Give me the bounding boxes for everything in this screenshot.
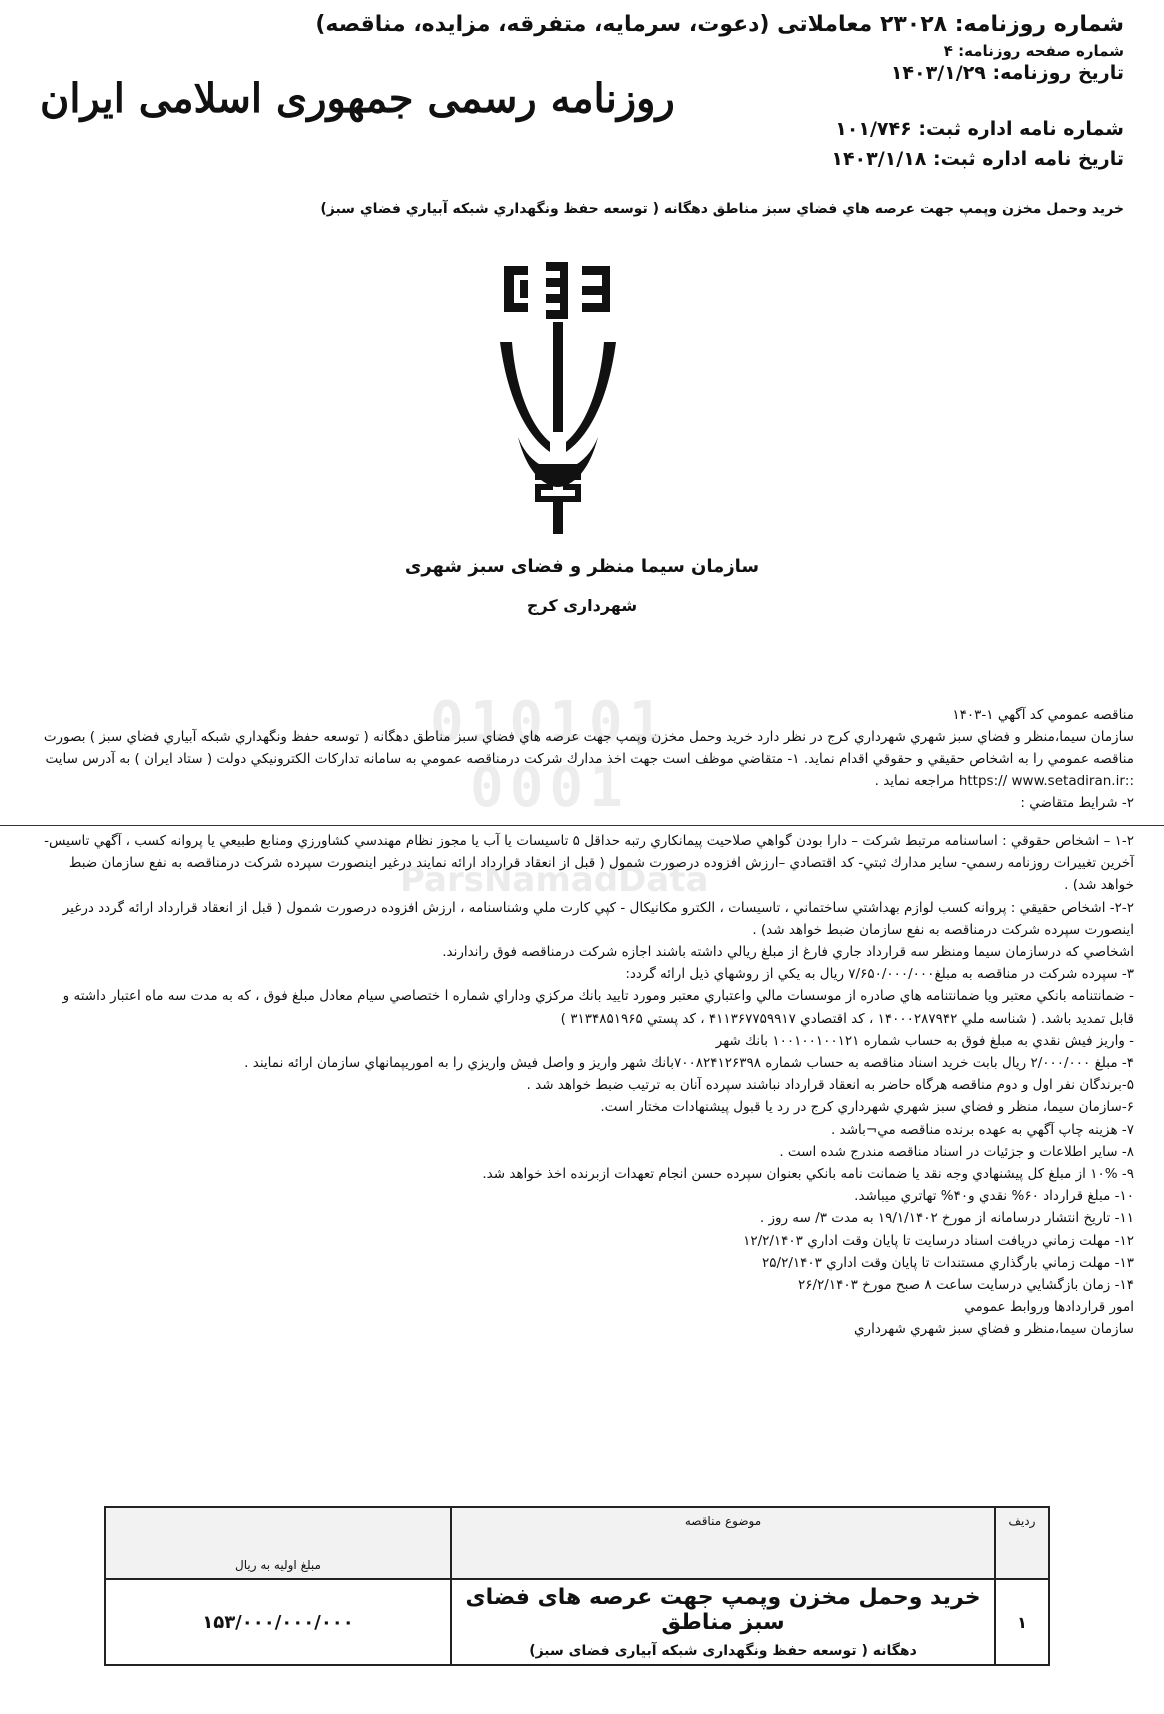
header-amount: مبلغ اوليه به ريال — [105, 1507, 451, 1579]
organization-name: سازمان سیما منظر و فضای سبز شهری — [404, 556, 760, 577]
intro-paragraph: سازمان سيما،منظر و فضاي سبز شهري شهرداري كرج در نظر دارد خريد وحمل مخزن وپمپ جهت عرصه هاي فضاي سبز مناطق دهگانه ( توسعه حفظ ونگهداري شبكه آبياري فضاي سبز ) بصورت مناقصه عمومي را به اشخاص حقيقي و حقوقي اقدام نمايد. ۱- متقاضي موظف است جهت اخذ مدارك شركت درمناقصه عمومي به سامانه تداركات الكترونيكي دولت ( ستاد ايران ) به آدرس سايت ::https:// www.setadiran.ir مراجعه نمايد . — [43, 729, 1134, 789]
condition-item: ۱۱- تاريخ انتشار درسامانه از مورخ ۱۹/۱/۱۴۰۲ به مدت ۳/ سه روز . — [759, 1210, 1134, 1227]
intro-section — [34, 704, 1134, 814]
cell-row-number: ۱ — [995, 1579, 1049, 1665]
condition-item: ۵-برندگان نفر اول و دوم مناقصه هرگاه حاضر به انعقاد قرارداد نباشند سپرده آنان به ترتيب ضبط خواهد شد . — [526, 1077, 1134, 1094]
registration-number-line: شماره نامه اداره ثبت: ۱۰۱/۷۴۶ — [835, 118, 1124, 140]
watermark-digits: 010101 0001 — [430, 690, 669, 820]
conditions-section — [34, 830, 1134, 1341]
condition-item: - واريز فيش نقدي به مبلغ فوق به حساب شماره ۱۰۰۱۰۰۱۰۰۱۲۱ بانك شهر — [715, 1032, 1134, 1049]
condition-item: ۷- هزينه چاپ آگهي به عهده برنده مناقصه مي¬باشد . — [831, 1121, 1134, 1138]
table-header-row — [105, 1507, 1049, 1579]
signature-organization: سازمان سيما،منظر و فضاي سبز شهري شهرداري — [853, 1321, 1134, 1338]
condition-item: ۱۲- مهلت زماني دريافت اسناد درسايت تا پايان وقت اداري ۱۲/۲/۱۴۰۳ — [743, 1232, 1134, 1249]
karaj-green-space-emblem-icon — [498, 262, 618, 534]
watermark-brand: ParsNamadData — [400, 860, 709, 900]
signature-department: امور قراردادها وروابط عمومي — [964, 1299, 1134, 1316]
condition-item: ۱۳- مهلت زماني بارگذاري مستندات تا پايان وقت اداري ۲۵/۲/۱۴۰۳ — [762, 1254, 1134, 1271]
condition-item: - ضمانتنامه بانكي معتبر ويا ضمانتنامه هاي صادره از موسسات مالي واعتباري معتبر ومورد تاييد بانك مركزي وداراي شماره ا ختصاصي سيام معادل مبلغ فوق ، كه به مدت سه ماه اعتبار داشته و قابل تمديد باشد. ( شناسه ملي ۱۴۰۰۰۲۸۷۹۴۲ ، كد اقتصادي ۴۱۱۳۶۷۷۵۹۹۱۷ ، كد پستي ۳۱۳۴۸۵۱۹۶۵ ) — [62, 988, 1134, 1027]
condition-item: ۲-۲- اشخاص حقيقي : پروانه كسب لوازم بهداشتي ساختماني ، تاسيسات ، الكترو مكانيكال - كپي كارت ملي وشناسنامه ، ارزش افزوده درصورت شمول ( قبل از انعقاد قرارداد ارائه گردد درغير اينصورت سپرده شركت درمناقصه به نفع سازمان ضبط خواهد شد) . — [62, 899, 1134, 938]
conditions-heading: ۲- شرايط متقاضي : — [1020, 795, 1134, 811]
condition-item: ۳- سپرده شركت در مناقصه به مبلغ۷/۶۵۰/۰۰۰/۰۰۰ ريال به يكي از روشهاي ذيل ارائه گردد: — [625, 966, 1134, 983]
municipality-name: شهرداری کرج — [526, 596, 638, 615]
condition-item: اشخاصي كه درسازمان سيما ومنظر سه قرارداد جاري فارغ از مبلغ ريالي داشته باشند اجازه شركت درمناقصه فوق راندارند. — [442, 944, 1134, 961]
cell-amount: ۱۵۳/۰۰۰/۰۰۰/۰۰۰ — [105, 1579, 451, 1665]
page-number-line: شماره صفحه روزنامه: ۴ — [943, 42, 1124, 60]
condition-item: ۶-سازمان سيما، منظر و فضاي سبز شهري شهرداري كرج در رد يا قبول پيشنهادات مختار است. — [600, 1099, 1134, 1116]
condition-item: ۱۴- زمان بازگشايي درسايت ساعت ۸ صبح مورخ ۲۶/۲/۱۴۰۳ — [797, 1277, 1134, 1294]
condition-item: ۱۰- مبلغ قرارداد ۶۰% نقدي و۴۰% تهاتري ميباشد. — [854, 1188, 1134, 1205]
gazette-date-line: تاریخ روزنامه: ۱۴۰۳/۱/۲۹ — [890, 62, 1124, 84]
notice-title: خريد وحمل مخزن وپمپ جهت عرصه هاي فضاي سبز مناطق دهگانه ( توسعه حفظ ونگهداري شبكه آبياري فضاي سبز) — [320, 201, 1124, 217]
condition-item: ۸- ساير اطلاعات و جزئيات در اسناد مناقصه مندرج شده است . — [779, 1143, 1134, 1160]
tender-table — [104, 1506, 1050, 1666]
condition-item: ۹- ۱۰% از مبلغ كل پيشنهادي وجه نقد يا ضمانت نامه بانكي بعنوان سپرده حسن انجام تعهدات ازبرنده اخذ خواهد شد. — [482, 1166, 1134, 1183]
issue-number-line: شماره روزنامه: ۲۳۰۲۸ معاملاتی (دعوت، سرمایه، متفرقه، مزایده، مناقصه) — [315, 12, 1124, 37]
section-divider — [0, 825, 1164, 826]
condition-item: ۱-۲ – اشخاص حقوقي : اساسنامه مرتبط شركت – دارا بودن گواهي صلاحيت پيمانكاري رتبه حداقل ۵ تاسيسات يا آب يا مجوز نظام مهندسي كشاورزي ومنابع طبيعي يا پروانه كسب ، آگهي تاسيس-آخرين تغييرات روزنامه رسمي- ساير مدارك ثبتي- كد اقتصادي –ارزش افزوده درصورت شمول ( قبل از انعقاد قرارداد ارائه نمايند درغير اينصورت سپرده شركت درمناقصه به نفع سازمان ضبط خواهد شد) . — [44, 833, 1134, 894]
header-subject: موضوع مناقصه — [451, 1507, 995, 1579]
registration-date-line: تاریخ نامه اداره ثبت: ۱۴۰۳/۱/۱۸ — [831, 148, 1124, 170]
tender-code: مناقصه عمومي كد آگهي ۱-۱۴۰۳ — [952, 707, 1134, 723]
condition-item: ۴- مبلغ ۲/۰۰۰/۰۰۰ ريال بابت خريد اسناد مناقصه به حساب شماره ۷۰۰۸۲۴۱۲۶۳۹۸بانك شهر واريز و واصل فيش واريزي را به اموريپمانهاي سازمان ارائه نمايند . — [244, 1055, 1134, 1072]
cell-subject: خرید وحمل مخزن وپمپ جهت عرصه های فضای سبز مناطق دهگانه ( توسعه حفظ ونگهداری شبکه آبیاری فضای سبز) — [451, 1579, 995, 1665]
table-row — [105, 1579, 1049, 1665]
gazette-title: روزنامه رسمی جمهوری اسلامی ایران — [40, 75, 675, 122]
header-row-number: رديف — [995, 1507, 1049, 1579]
